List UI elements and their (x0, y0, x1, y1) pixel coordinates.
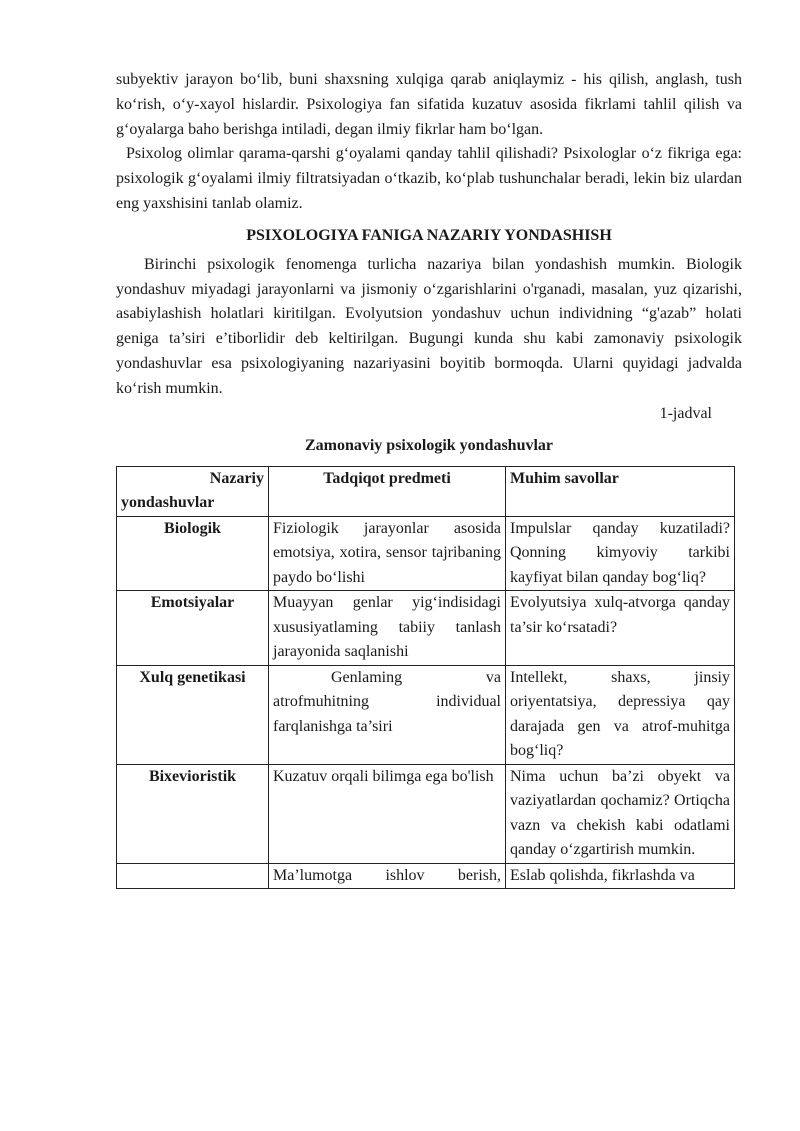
row-approach-name (117, 863, 269, 889)
table-row (117, 764, 735, 863)
paragraph-psychologists: Psixolog olimlar qarama-qarshi g‘oyalami qanday tahlil qilishadi? Psixologlar o‘z fikriga ega: psixologik g‘oyalami ilmiy filtratsiyadan o‘tkazib, ko‘plab tushunchalar beradi, lekin biz ulardan eng yaxshisini tanlab olamiz. (116, 145, 742, 212)
row-approach-name: Xulq genetikasi (117, 665, 269, 764)
table-row (117, 863, 735, 889)
row-questions: Evolyutsiya xulq-atvorga qanday ta’sir ko‘rsatadi? (506, 591, 735, 666)
table-row (117, 591, 735, 666)
row-subject: Kuzatuv orqali bilimga ega bo'lish (269, 764, 506, 863)
document-page (116, 68, 742, 889)
row-subject: Muayyan genlar yig‘indisidagi xususiyatlaming tabiiy tanlash jarayonida saqlanishi (269, 591, 506, 666)
paragraph-intro: subyektiv jarayon bo‘lib, buni shaxsning xulqiga qarab aniqlaymiz - his qilish, anglash, tush ko‘rish, o‘y-xayol hislardir. Psixologiya fan sifatida kuzatuv asosida fikrlami tahlil qilish va g‘oyalarga baho berishga intiladi, degan ilmiy fikrlar ham bo‘lgan. (116, 71, 742, 138)
row-questions: Impulslar qanday kuzatiladi? Qonning kimyoviy tarkibi kayfiyat bilan qanday bog‘liq? (506, 516, 735, 591)
header-approaches (117, 466, 269, 516)
table-row (117, 516, 735, 591)
row-subject: Genlaming va atrofmuhitning individual farqlanishga ta’siri (269, 665, 506, 764)
row-subject: Ma’lumotga ishlov berish, (269, 863, 506, 889)
section-heading: PSIXOLOGIYA FANIGA NAZARIY YONDASHISH (246, 226, 612, 244)
header-questions: Muhim savollar (506, 466, 735, 516)
approaches-table (116, 466, 735, 890)
table-header-row (117, 466, 735, 516)
row-approach-name: Bixevioristik (117, 764, 269, 863)
header-subject: Tadqiqot predmeti (269, 466, 506, 516)
table-title: Zamonaviy psixologik yondashuvlar (304, 436, 554, 454)
row-approach-name: Biologik (117, 516, 269, 591)
header-approaches-line2: yondashuvlar (121, 494, 215, 512)
row-approach-name: Emotsiyalar (117, 591, 269, 666)
paragraph-approaches: Birinchi psixologik fenomenga turlicha nazariya bilan yondashish mumkin. Biologik yondashuv miyadagi jarayonlarni va jismoniy o‘zgarishlarini o'rganadi, masalan, yuz qizarishi, asabiylashish holatlari kiritilgan. Evolyutsion yondashuv uchun individning “g'azab” holati geniga ta’siri e’tiborlidir deb keltirilgan. Bugungi kunda shu kabi zamonaviy psixologik yondashuvlar esa psixologiyaning nazariyasini boyitib bormoqda. Ularni quyidagi jadvalda ko‘rish mumkin. (116, 255, 742, 397)
header-approaches-line1: Nazariy (209, 469, 264, 487)
row-questions: Intellekt, shaxs, jinsiy oriyentatsiya, depressiya qay darajada gen va atrof-muhitga bog‘liq? (506, 665, 735, 764)
row-subject: Fiziologik jarayonlar asosida emotsiya, xotira, sensor tajribaning paydo bo‘lishi (269, 516, 506, 591)
table-row (117, 665, 735, 764)
table-label: 1-jadval (659, 404, 712, 422)
row-questions: Eslab qolishda, fikrlashda va (506, 863, 735, 889)
row-questions: Nima uchun ba’zi obyekt va vaziyatlardan qochamiz? Ortiqcha vazn va chekish kabi odatlami qanday o‘zgartirish mumkin. (506, 764, 735, 863)
